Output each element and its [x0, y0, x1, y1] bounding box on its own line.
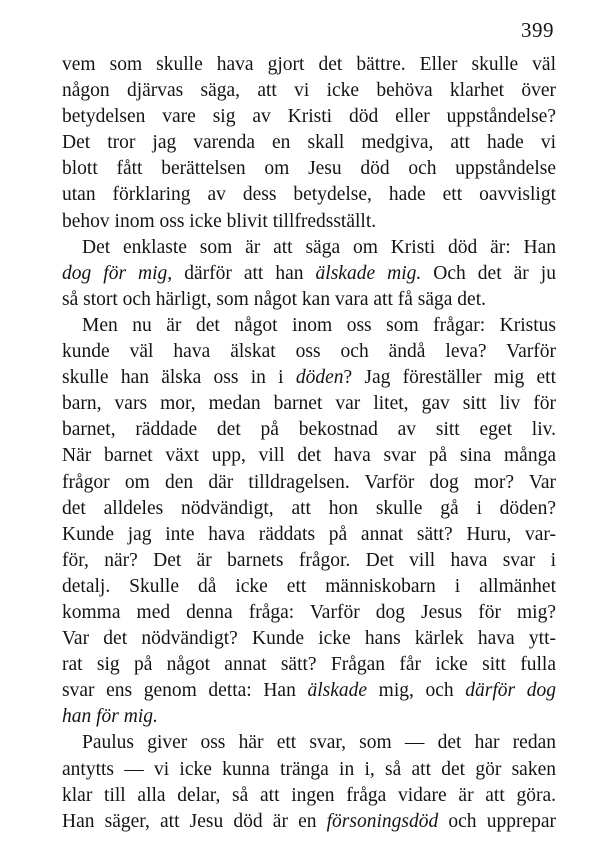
text-run: betydelsen vare sig av Kristi död eller uppståndelse?	[62, 106, 556, 128]
text-run: antytts — vi icke kunna tränga in i, så att det gör saken	[62, 758, 556, 780]
text-line	[62, 182, 556, 208]
text-line	[62, 104, 556, 130]
text-run: mig, och	[367, 680, 466, 702]
paragraph	[62, 730, 556, 834]
italic-run: han för mig.	[62, 706, 158, 728]
text-line	[62, 261, 556, 287]
paragraph	[62, 313, 556, 731]
text-run: därför att han	[172, 262, 316, 284]
italic-run: älskade	[307, 680, 368, 702]
text-run: kunde väl hava älskat oss och ändå leva? Varför	[62, 341, 556, 363]
text-run: för, när? Det är barnets frågor. Det vill hava svar i	[62, 549, 556, 571]
text-run: barn, vars mor, medan barnet var litet, gav sitt liv för	[62, 393, 556, 415]
text-run: behov inom oss icke blivit tillfredsställt.	[62, 210, 377, 232]
text-run: svar ens genom detta: Han	[62, 680, 308, 702]
text-run: Och det är ju	[421, 262, 556, 284]
text-run: klar till alla delar, så att ingen fråga vidare är att göra.	[62, 784, 556, 806]
text-line	[62, 339, 556, 365]
text-run: barnet, räddade det på bekostnad av sitt eget liv.	[62, 419, 556, 441]
paragraph	[62, 235, 556, 313]
text-line	[62, 313, 556, 339]
italic-run: därför dog	[465, 680, 556, 702]
text-line	[62, 548, 556, 574]
text-run: och upprepar	[438, 810, 556, 832]
text-run: Kunde jag inte hava räddats på annat sätt? Huru, var-	[62, 523, 556, 545]
text-line	[62, 235, 556, 261]
text-run: frågor om den där tilldragelsen. Varför dog mor? Var	[62, 471, 556, 493]
text-run: blott fått berättelsen om Jesu död och uppståndelse	[62, 158, 556, 180]
text-line	[62, 443, 556, 469]
text-run: utan förklaring av dess betydelse, hade ett oavvisligt	[62, 184, 556, 206]
text-line	[62, 130, 556, 156]
text-line	[62, 704, 556, 730]
text-line	[62, 287, 556, 313]
text-run: Han säger, att Jesu död är en	[62, 810, 327, 832]
text-line	[62, 365, 556, 391]
text-line	[62, 757, 556, 783]
text-line	[62, 600, 556, 626]
text-line	[62, 809, 556, 835]
text-line	[62, 626, 556, 652]
italic-run: älskade mig.	[315, 262, 422, 284]
text-run: ? Jag föreställer mig ett	[343, 367, 556, 389]
page-number: 399	[521, 18, 554, 42]
text-line	[62, 52, 556, 78]
body-text	[62, 52, 556, 835]
italic-run: döden	[295, 367, 344, 389]
text-line	[62, 678, 556, 704]
text-line	[62, 730, 556, 756]
text-line	[62, 574, 556, 600]
text-line	[62, 417, 556, 443]
text-line	[62, 78, 556, 104]
text-run: någon djärvas säga, att vi icke behöva klarhet över	[62, 80, 556, 102]
text-run: Men nu är det något inom oss som frågar: Kristus	[82, 314, 556, 336]
text-line	[62, 783, 556, 809]
text-run: Det tror jag varenda en skall medgiva, att hade vi	[62, 132, 556, 154]
text-line	[62, 652, 556, 678]
text-run: När barnet växt upp, vill det hava svar på sina många	[62, 445, 556, 467]
text-line	[62, 209, 556, 235]
italic-run: dog för mig,	[62, 262, 173, 284]
text-run: komma med denna fråga: Varför dog Jesus för mig?	[62, 601, 556, 623]
text-line	[62, 391, 556, 417]
text-line	[62, 470, 556, 496]
text-run: Paulus giver oss här ett svar, som — det har redan	[82, 732, 556, 754]
italic-run: försoningsdöd	[326, 810, 439, 832]
text-run: skulle han älska oss in i	[62, 367, 296, 389]
text-run: vem som skulle hava gjort det bättre. Eller skulle väl	[62, 54, 556, 75]
text-run: det alldeles nödvändigt, att hon skulle gå i döden?	[62, 497, 556, 519]
text-run: Var det nödvändigt? Kunde icke hans kärlek hava ytt-	[62, 628, 556, 650]
text-run: Det enklaste som är att säga om Kristi död är: Han	[82, 236, 556, 258]
text-run: rat sig på något annat sätt? Frågan får icke sitt fulla	[62, 654, 556, 676]
paragraph	[62, 52, 556, 235]
text-run: så stort och härligt, som något kan vara att få säga det.	[62, 288, 486, 310]
text-line	[62, 522, 556, 548]
text-line	[62, 496, 556, 522]
text-line	[62, 156, 556, 182]
text-run: detalj. Skulle då icke ett människobarn i allmänhet	[62, 575, 556, 597]
